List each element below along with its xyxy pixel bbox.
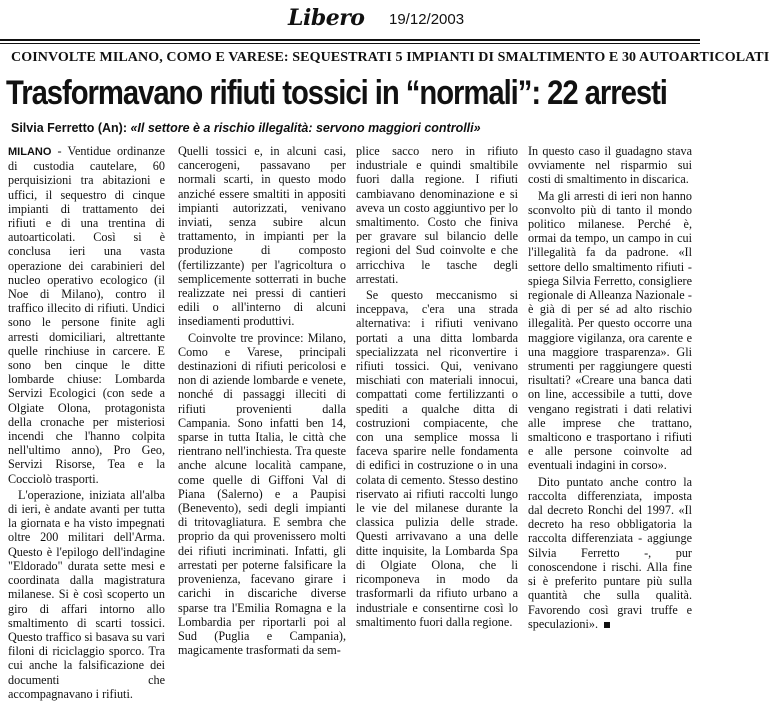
publication-date: 19/12/2003 — [389, 11, 465, 28]
paragraph: Se questo meccanismo si inceppava, c'era una strada alternativa: i rifiuti venivano portati a una ditta lombarda specializzata nel riconvertire i rifiuti tossici. Qui, venivano mischiati con materiali innocui, compattati come fertilizzanti o spediti a qualche ditta di costruzioni compiacente, che con una semplice mossa li faceva sparire nelle fondamenta di edifici in costruzione o in una colata di cemento. Stesso destino riservato ai rifiuti raccolti lungo le vie del milanese durante la classica pulizia delle strade. Questi arrivavano a una delle ditte inquisite, la Lombarda Spa di Olgiate Olona, che li ricomponeva in modo da trasformarli da rifiuto urbano a industriale e consentirne così lo smaltimento fuori dalla regione. — [356, 288, 518, 629]
masthead — [0, 0, 700, 46]
dateline: MILANO — [8, 146, 52, 158]
paragraph: In questo caso il guadagno stava ovviamente nel risparmio sui costi di smaltimento in discarica. — [528, 144, 692, 187]
paragraph: L'operazione, iniziata all'alba di ieri, è andate avanti per tutta la giornata e ha visto impegnati oltre 200 militari dell'Arma. Questo è l'epilogo dell'indagine "Eldorado" durata sette mesi e coordinata dalla magistratura milanese. Si è così scoperto un giro di affari intorno allo smaltimento di scarti tossici. Questo traffico si basava su vari filoni di riciclaggio sporco. Tra cui anche la falsificazione dei documenti che accompagnavano i rifiuti. — [8, 487, 165, 701]
paragraph: plice sacco nero in rifiuto industriale e quindi smaltibile fuori dalla regione. I rifiuti cambiavano denominazione e si aveva un costo aggiuntivo per lo smaltimento. Costo che finiva per gravare sul bilancio delle regioni del Sud coinvolte e che arricchiva le tasche degli arrestati. — [356, 144, 518, 286]
byline-author: Silvia Ferretto (An): — [11, 121, 127, 135]
end-of-article-mark — [604, 622, 610, 628]
article-column-1 — [8, 144, 165, 701]
kicker: COINVOLTE MILANO, COMO E VARESE: SEQUESTRATI 5 IMPIANTI DI SMALTIMENTO E 30 AUTOARTICOLATI — [11, 50, 769, 65]
paragraph: Dito puntato anche contro la raccolta differenziata, imposta dal decreto Ronchi del 1997. «Il decreto ha reso obbligatoria la raccolta differenziata - aggiunge Silvia Ferretto -, pur conoscendone i rischi. Alla fine si è preferito puntare più sulla quantità che sulla qualità. Favorendo così gravi truffe e speculazioni». — [528, 474, 692, 631]
article-column-4 — [528, 144, 692, 634]
newspaper-logo: Libero — [288, 5, 365, 31]
masthead-rule-thin — [0, 43, 700, 44]
paragraph: MILANO - Ventidue ordinanze di custodia cautelare, 60 perquisizioni tra abitazioni e uffici, il sequestro di cinque impianti di trattamento dei rifiuti e di una trentina di autoarticolati. Così si è conclusa ieri una vasta operazione dei carabinieri del nucleo operativo ecologico (il Noe di Milano), contro il traffico illecito di rifiuti. Undici sono le persone finite agli arresti domiciliari, altrettante quelle rinchiuse in carcere. E sono ben cinque le ditte lombarde chiuse: Lombarda Servizi Ecologici (con sede a Olgiate Olona, protagonista della cronache per misteriosi incendi che l'hanno colpita nell'ultimo anno), Pro Geo, Servizi Risorse, Tea e la Cocciolò trasporti. — [8, 144, 165, 486]
headline: Trasformavano rifiuti tossici in “normali”: 22 arresti — [6, 74, 667, 112]
paragraph: Coinvolte tre province: Milano, Como e Varese, principali destinazioni di rifiuti pericolosi e non di aziende lombarde e venete, nonché di passaggi illeciti di rifiuti provenienti dalla Campania. Sono infatti ben 14, sparse in tutta Italia, le città che rientrano nell'inchiesta. Tra queste anche alcune località campane, come quelle di Giffoni Val di Piana (Salerno) e a Paupisi (Benevento), sedi degli impianti di tritovagliatura. E sembra che proprio da qui provenissero molti dei rifiuti incriminati. Infatti, gli arrestati per poterne falsificare la provenienza, facevano girare i carichi in discariche diverse sparse tra l'Emilia Romagna e la Lombardia per riportarli poi al Sud (Puglia e Campania), magicamente trasformati da sem- — [178, 330, 346, 658]
masthead-rule — [0, 39, 700, 41]
byline-quote: «Il settore è a rischio illegalità: servono maggiori controlli» — [130, 121, 481, 135]
paragraph: Ma gli arresti di ieri non hanno sconvolto più di tanto il mondo politico milanese. Perché è, ormai da tempo, un campo in cui l'illegalità fa da padrone. «Il settore dello smaltimento rifiuti - spiega Silvia Ferretto, consigliere regionale di Alleanza Nazionale - è già di per sé ad alto rischio illegalità. Per questo occorre una maggiore vigilanza, ora carente e una maggiore trasparenza». Gli strumenti per raggiungere questi risultati? «Creare una banca dati on line, accessibile a tutti, dove vengano registrati i dati relativi alle imprese che trattano, smalticono e trasportano i rifiuti e alle persone coinvolte ad eventuali indagini in corso». — [528, 188, 692, 473]
article-column-3 — [356, 144, 518, 629]
article-column-2 — [178, 144, 346, 658]
paragraph: Quelli tossici e, in alcuni casi, cancerogeni, passavano per normali scarti, in questo modo anziché essere smaltiti in appositi impianti autorizzati, venivano inviati, senza subire alcun trattamento, in impianti per la produzione di composto (fertilizzante) per l'agricoltura o semplicemente sotterrati in buche realizzate nei pressi di cantieri edili o all'interno di alcuni insediamenti produttivi. — [178, 144, 346, 329]
byline — [11, 121, 691, 135]
